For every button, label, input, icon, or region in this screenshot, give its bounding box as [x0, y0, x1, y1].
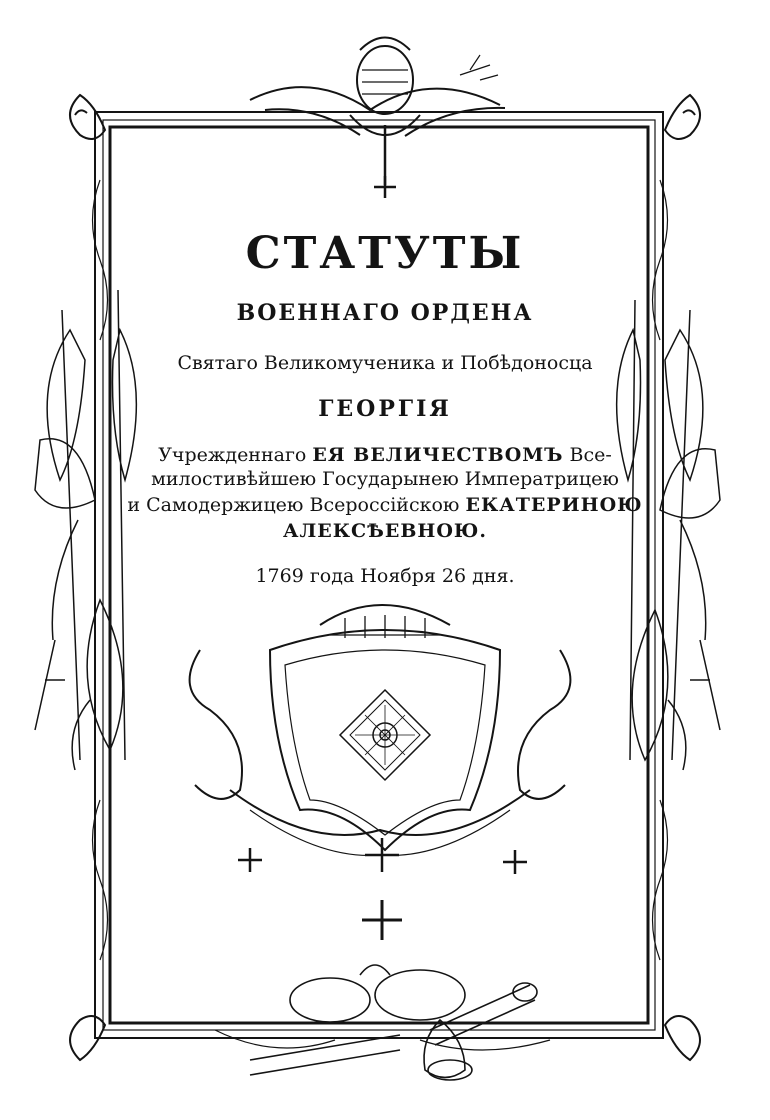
saint-line: Святаго Великомученика и Побѣдоносца: [177, 352, 593, 374]
corner-ornament-top-right: [665, 95, 700, 139]
subtitle: ВОЕННАГО ОРДЕНА: [236, 300, 534, 326]
cross-left-icon: [238, 848, 262, 872]
order-star-icon: [340, 690, 430, 780]
cross-center-icon: [365, 838, 399, 872]
empress-name: ЕКАТЕРИНОЮ: [465, 494, 643, 516]
established-line-3-prefix: и Самодержицею Всероссійскою: [127, 494, 460, 516]
established-line-1: [0, 442, 770, 468]
saint-name: ГЕОРГІЯ: [318, 396, 452, 422]
corner-ornament-bottom-left: [70, 1016, 105, 1060]
date-line: 1769 года Ноября 26 дня.: [255, 565, 515, 587]
page-title: СТАТУТЫ: [245, 228, 525, 279]
established-prefix: Учрежденнаго: [158, 444, 307, 466]
empress-patronymic: АЛЕКСѢЕВНОЮ.: [282, 520, 487, 542]
established-suffix: Все-: [569, 444, 612, 466]
corner-ornament-top-left: [70, 95, 105, 139]
cross-bottom-icon: [362, 900, 402, 940]
established-line-2: милостивѣйшею Государынею Императрицею: [151, 468, 619, 490]
corner-ornament-bottom-right: [665, 1016, 700, 1060]
established-line-3: [0, 494, 770, 516]
cross-top-icon: [374, 176, 396, 198]
her-majesty: ЕЯ ВЕЛИЧЕСТВОМЪ: [312, 444, 564, 466]
cross-right-icon: [503, 850, 527, 874]
